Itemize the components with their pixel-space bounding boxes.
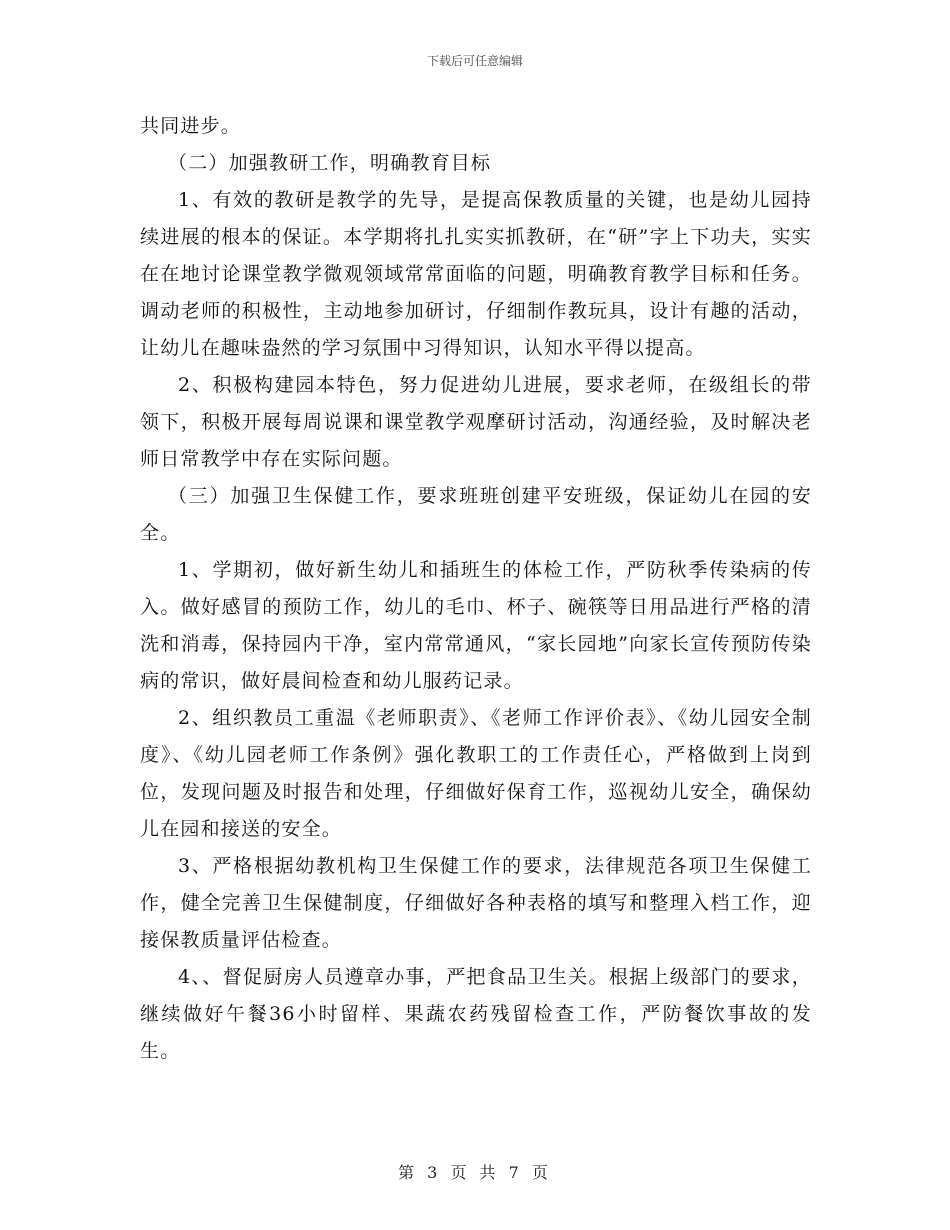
paragraph-continuation: 共同进步。 — [140, 115, 242, 137]
paragraph-3-4: 4、、督促厨房人员遵章办事，严把食品卫生关。根据上级部门的要求，继续做好午餐36小时留样、果蔬农药残留检查工作，严防餐饮事故的发生。 — [140, 966, 812, 1062]
page-number: 第 3 页 共 7 页 — [398, 1163, 552, 1182]
paragraph-3-3: 3、严格根据幼教机构卫生保健工作的要求，法律规范各项卫生保健工作，健全完善卫生保健制度，仔细做好各种表格的填写和整理入档工作，迎接保教质量评估检查。 — [140, 855, 812, 951]
paragraph-3-1: 1、学期初，做好新生幼儿和插班生的体检工作，严防秋季传染病的传入。做好感冒的预防工作，幼儿的毛巾、杯子、碗筷等日用品进行严格的清洗和消毒，保持园内干净，室内常常通风，“家长园地”向家长宣传预防传染病的常识，做好晨间检查和幼儿服药记录。 — [140, 559, 812, 692]
paragraph-2-2: 2、积极构建园本特色，努力促进幼儿进展，要求老师，在级组长的带领下，积极开展每周说课和课堂教学观摩研讨活动，沟通经验，及时解决老师日常教学中存在实际问题。 — [140, 374, 812, 470]
paragraph-2-1: 1、有效的教研是教学的先导，是提高保教质量的关键，也是幼儿园持续进展的根本的保证。本学期将扎扎实实抓教研，在“研”字上下功夫，实实在在地讨论课堂教学微观领域常常面临的问题，明确教育教学目标和任务。调动老师的积极性，主动地参加研讨，仔细制作教玩具，设计有趣的活动，让幼儿在趣味盎然的学习氛围中习得知识，认知水平得以提高。 — [140, 189, 812, 359]
section-heading-2: （二）加强教研工作，明确教育目标 — [168, 152, 492, 174]
page-header-note: 下载后可任意编辑 — [426, 54, 523, 68]
section-heading-3: （三）加强卫生保健工作，要求班班创建平安班级，保证幼儿在园的安全。 — [140, 485, 812, 544]
paragraph-3-2: 2、组织教员工重温《老师职责》、《老师工作评价表》、《幼儿园安全制度》、《幼儿园老师工作条例》强化教职工的工作责任心，严格做到上岗到位，发现问题及时报告和处理，仔细做好保育工作，巡视幼儿安全，确保幼儿在园和接送的安全。 — [140, 707, 812, 840]
document-body — [140, 108, 812, 1070]
